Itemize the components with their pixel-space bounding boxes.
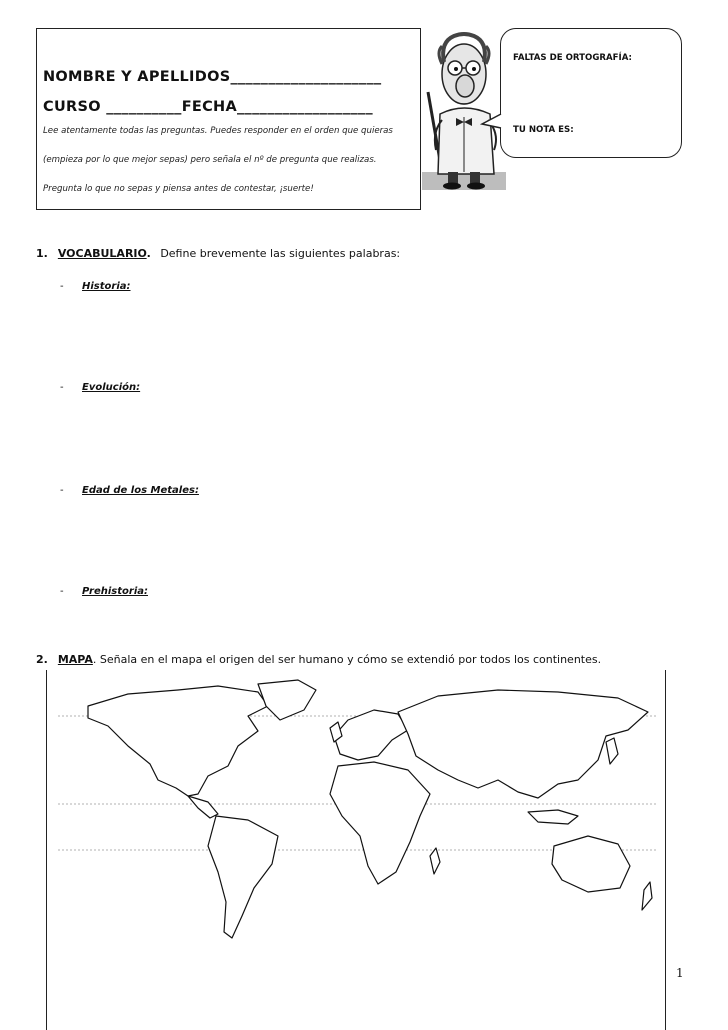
grade-bubble bbox=[500, 28, 682, 158]
vocab-item-prehistoria: - Prehistoria: bbox=[60, 586, 148, 597]
section-2-heading: MAPA bbox=[57, 653, 93, 666]
grade-label: TU NOTA ES: bbox=[513, 125, 574, 135]
student-info-box bbox=[36, 28, 421, 210]
vocab-term: Historia: bbox=[82, 281, 131, 292]
course-date-line[interactable]: CURSO __________FECHA__________________ bbox=[43, 99, 373, 115]
section-2-prompt: . Señala en el mapa el origen del ser humano y cómo se extendió por todos los continentes. bbox=[92, 653, 602, 666]
name-field-line[interactable]: NOMBRE Y APELLIDOS____________________ bbox=[43, 69, 382, 85]
vocab-item-historia: - Historia: bbox=[60, 281, 131, 292]
section-2-title bbox=[36, 653, 601, 666]
instructions-line-1: Lee atentamente todas las preguntas. Puedes responder en el orden que quieras bbox=[43, 126, 393, 136]
section-1-heading: VOCABULARIO bbox=[57, 247, 147, 260]
section-1-prompt: Define brevemente las siguientes palabras: bbox=[160, 247, 401, 260]
teacher-icon bbox=[418, 22, 510, 194]
vocab-term: Evolución: bbox=[82, 382, 141, 393]
section-1-title bbox=[36, 247, 400, 260]
section-1-number: 1. bbox=[36, 247, 48, 260]
page-number: 1 bbox=[676, 966, 684, 980]
instructions-line-3: Pregunta lo que no sepas y piensa antes de contestar, ¡suerte! bbox=[43, 184, 314, 194]
vocab-term: Edad de los Metales: bbox=[82, 485, 199, 496]
vocab-item-edad-metales: - Edad de los Metales: bbox=[60, 485, 199, 496]
bubble-tail-icon bbox=[480, 110, 506, 132]
vocab-item-evolucion: - Evolución: bbox=[60, 382, 141, 393]
world-map-icon[interactable] bbox=[58, 676, 658, 968]
instructions-line-2: (empieza por lo que mejor sepas) pero señala el nº de pregunta que realizas. bbox=[43, 155, 377, 165]
vocab-term: Prehistoria: bbox=[82, 586, 148, 597]
section-2-number: 2. bbox=[36, 653, 48, 666]
spelling-mistakes-label: FALTAS DE ORTOGRAFÍA: bbox=[513, 53, 632, 63]
section-1-heading-suffix: . bbox=[146, 247, 151, 260]
